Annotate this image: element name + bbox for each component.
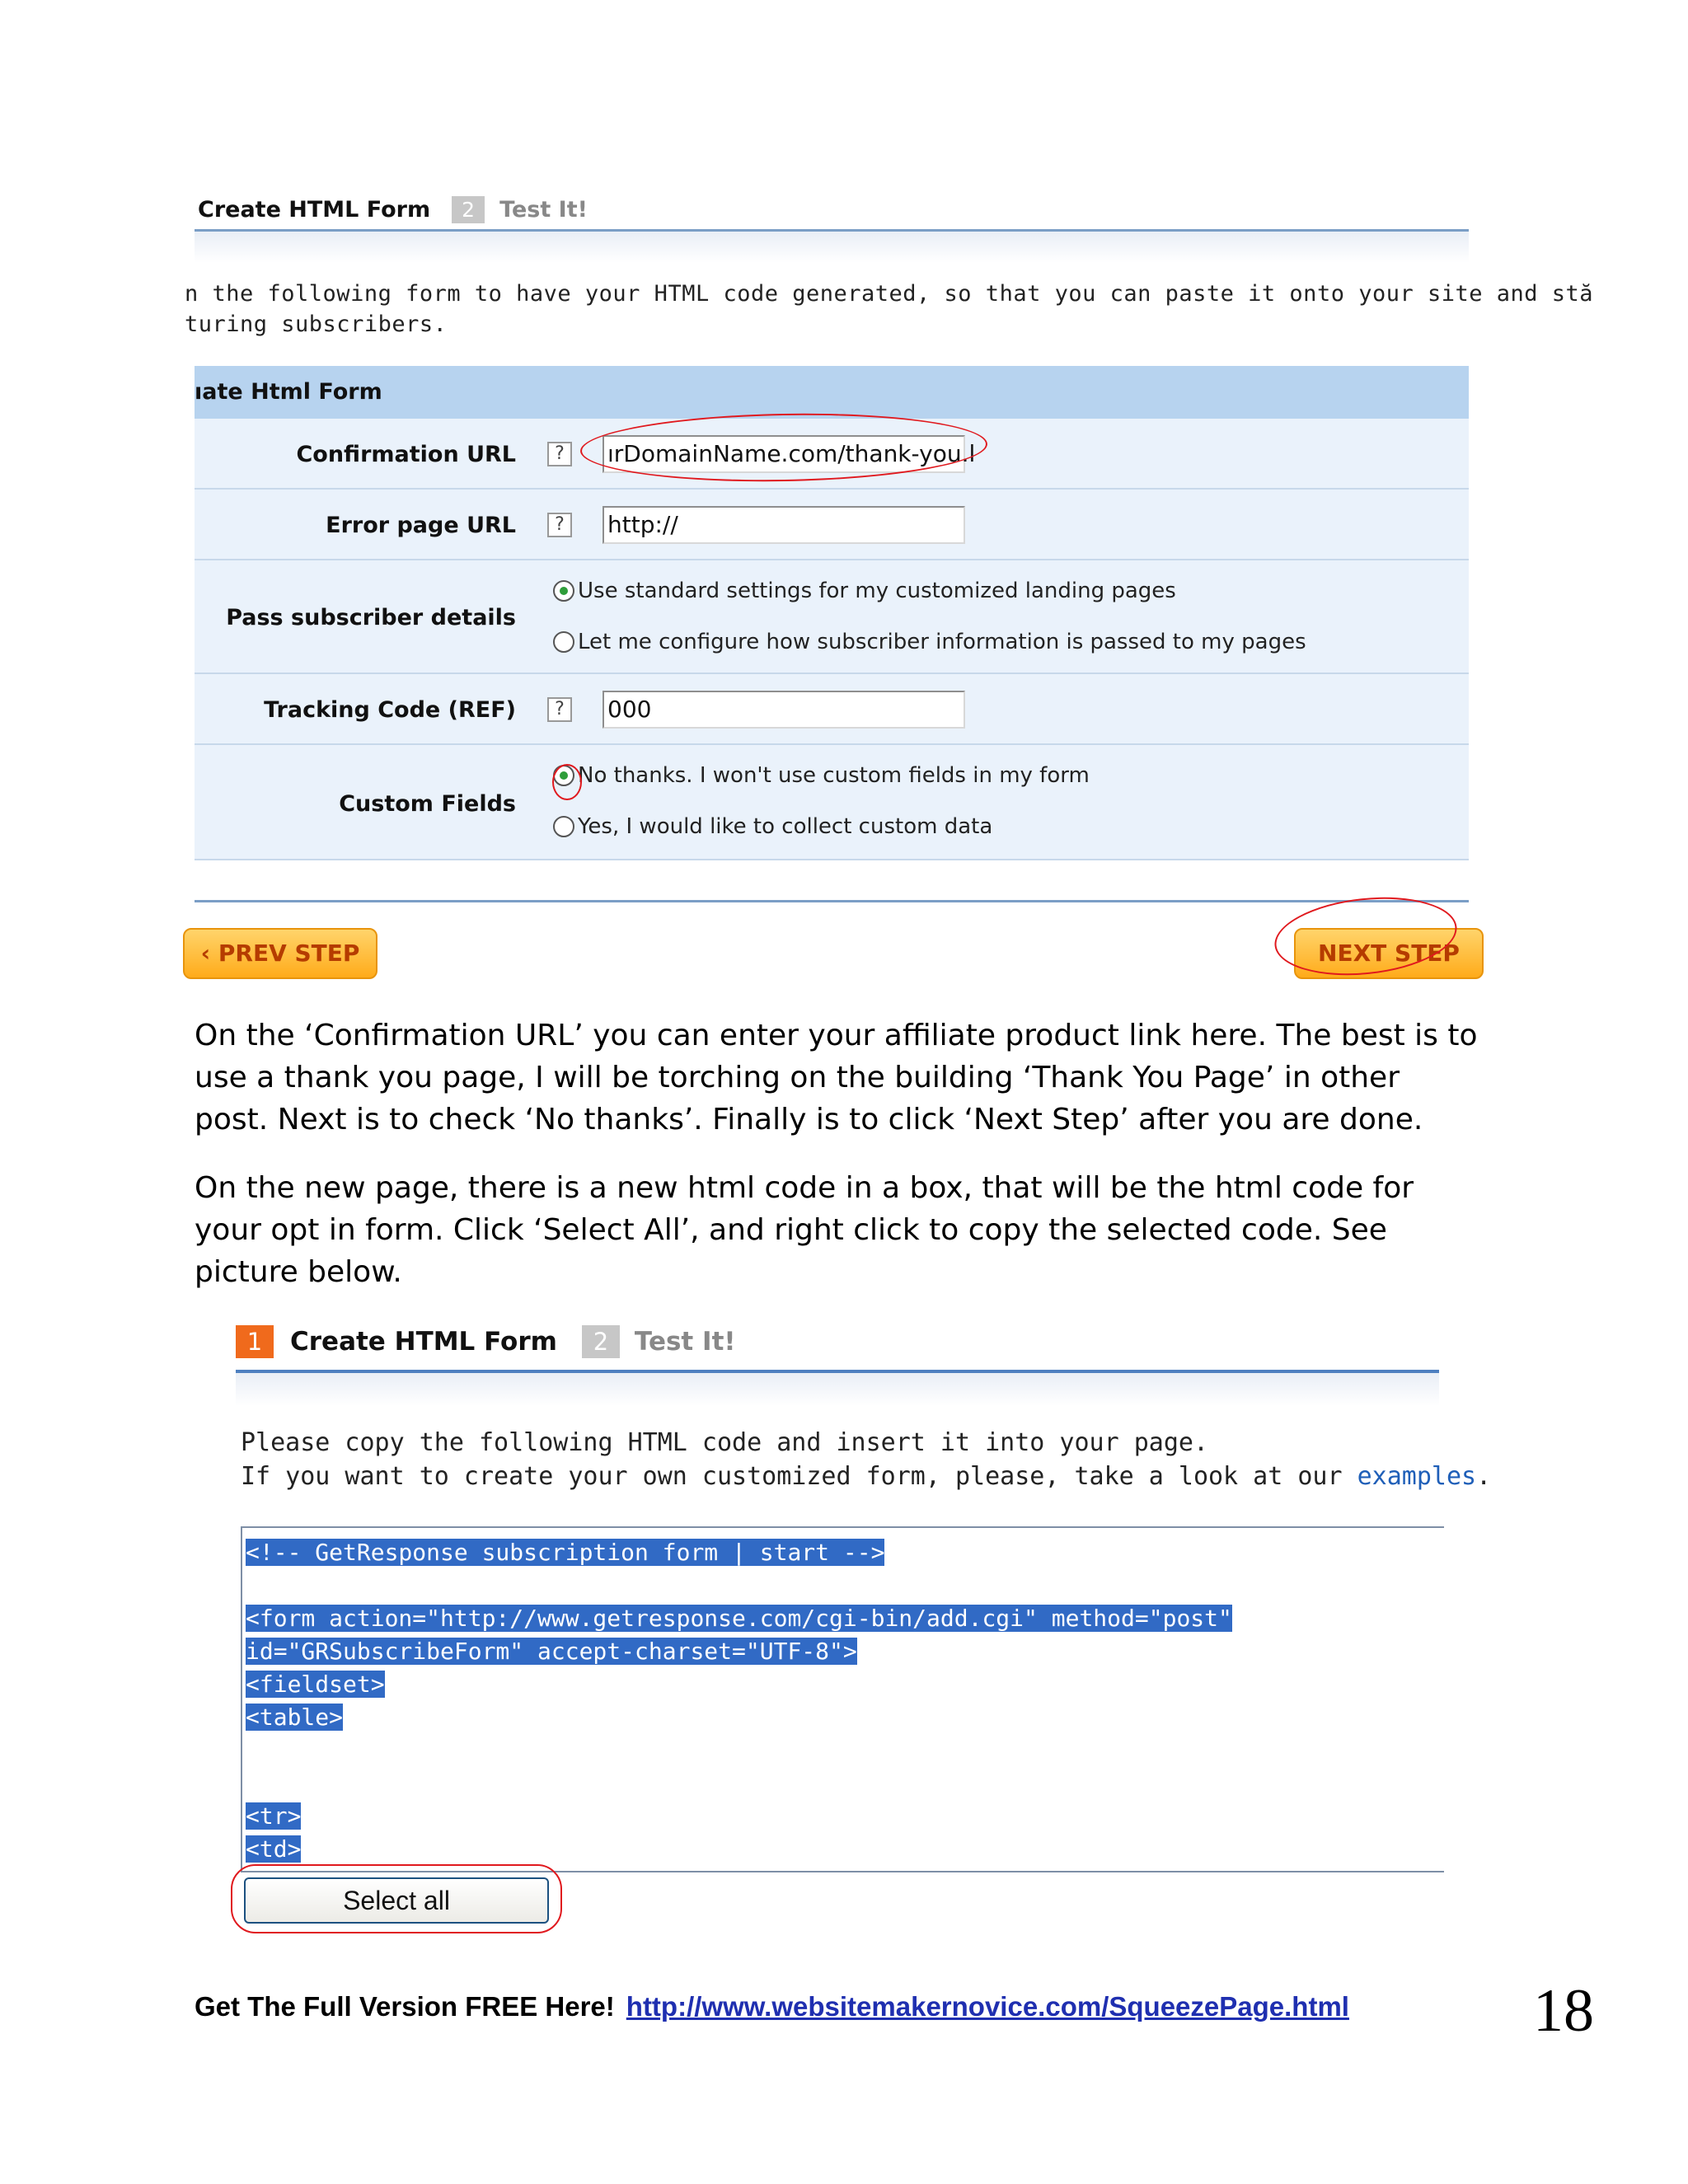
- code-text: <form action="http://www.getresponse.com/cgi-bin/add.cgi" method="post": [246, 1605, 1232, 1632]
- custom-fields-row: [195, 745, 1469, 860]
- confirmation-url-input[interactable]: ırDomainName.com/thank-you.l: [603, 435, 965, 473]
- code-line: [246, 1833, 1444, 1866]
- error-page-url-input[interactable]: http://: [603, 506, 965, 544]
- footer-text: Get The Full Version FREE Here!: [195, 1991, 615, 2022]
- help-icon[interactable]: ?: [547, 513, 572, 537]
- pass-subscriber-details-label: Pass subscriber details: [226, 605, 516, 630]
- radio-option-label: Let me configure how subscriber information is passed to my pages: [578, 630, 1306, 654]
- code-text: <fieldset>: [246, 1671, 385, 1698]
- header-fade: [195, 232, 1469, 263]
- step-create-html-form[interactable]: Create HTML Form: [290, 1327, 557, 1357]
- step-number-badge: 2: [582, 1325, 620, 1358]
- intro-line: n the following form to have your HTML code generated, so that you can paste it onto your site and stă: [185, 281, 1594, 307]
- code-text: <tr>: [246, 1802, 302, 1830]
- code-line: [246, 1701, 1444, 1734]
- create-html-form-screenshot: [185, 183, 1594, 991]
- code-text: id="GRSubscribeForm" accept-charset="UTF-8">: [246, 1638, 857, 1665]
- code-text: <table>: [246, 1704, 344, 1731]
- next-step-button[interactable]: NEXT STEP: [1294, 928, 1484, 979]
- radio-button-selected[interactable]: [553, 765, 574, 786]
- radio-option-no-thanks[interactable]: [553, 763, 1090, 788]
- confirmation-url-label: Confirmation URL: [296, 442, 516, 467]
- pass-subscriber-details-row: [195, 560, 1469, 674]
- tracking-code-row: [195, 674, 1469, 745]
- header-fade: [236, 1373, 1439, 1406]
- code-line: [246, 1536, 1444, 1569]
- instruction-text: If you want to create your own customized form, please, take a look at our: [241, 1462, 1357, 1491]
- select-all-button[interactable]: Select all: [244, 1877, 549, 1924]
- instruction-line: Please copy the following HTML code and insert it into your page.: [241, 1428, 1208, 1457]
- examples-link[interactable]: examples: [1357, 1462, 1477, 1491]
- prev-step-button[interactable]: ‹ PREV STEP: [183, 928, 377, 979]
- code-line: [246, 1668, 1444, 1701]
- wizard-steps: [195, 193, 588, 226]
- radio-option-label: Use standard settings for my customized landing pages: [578, 579, 1176, 603]
- html-code-textarea[interactable]: [241, 1526, 1444, 1872]
- radio-option-configure-passing[interactable]: [553, 630, 1306, 654]
- step-create-html-form[interactable]: Create HTML Form: [198, 196, 431, 223]
- instruction-paragraph-1: On the ‘Confirmation URL’ you can enter your affiliate product link here. The best is to use a thank you page, I will be torching on the building ‘Thank You Page’ in other post. Next is to check ‘No thanks’. Finally is to click ‘Next Step’ after you are done.: [195, 1019, 1478, 1137]
- radio-button-selected[interactable]: [553, 580, 574, 602]
- instruction-paragraph-2: On the new page, there is a new html code in a box, that will be the html code for your opt in form. Click ‘Select All’, and right click to copy the selected code. See picture below.: [195, 1171, 1414, 1289]
- code-text: <td>: [246, 1835, 302, 1863]
- code-line: [246, 1569, 1444, 1602]
- radio-option-label: Yes, I would like to collect custom data: [578, 814, 993, 839]
- step-test-it[interactable]: Test It!: [634, 1327, 736, 1357]
- step-number-badge-active: 1: [236, 1325, 274, 1358]
- radio-option-collect-custom-data[interactable]: [553, 814, 992, 839]
- code-line: [246, 1602, 1444, 1635]
- help-icon[interactable]: ?: [547, 442, 572, 466]
- instruction-text: .: [1476, 1462, 1492, 1491]
- step-test-it[interactable]: Test It!: [499, 196, 588, 223]
- radio-button[interactable]: [553, 631, 574, 653]
- page-number: 18: [1533, 1977, 1594, 2045]
- page-footer: [195, 1989, 1349, 2025]
- wizard-steps: [236, 1324, 736, 1360]
- copy-code-instructions: [241, 1426, 1491, 1493]
- code-line: [246, 1635, 1444, 1668]
- error-page-url-label: Error page URL: [326, 513, 516, 538]
- error-page-url-row: [195, 490, 1469, 560]
- instruction-line: [241, 1460, 1491, 1493]
- html-code-screenshot: [236, 1324, 1492, 1933]
- help-icon[interactable]: ?: [547, 697, 572, 722]
- code-line: [246, 1734, 1444, 1767]
- form-bottom-divider: [195, 900, 1469, 902]
- custom-fields-label: Custom Fields: [339, 791, 516, 817]
- footer-link[interactable]: http://www.websitemakernovice.com/SqueezePage.html: [626, 1991, 1349, 2022]
- radio-button[interactable]: [553, 816, 574, 837]
- intro-line: turing subscribers.: [185, 312, 448, 337]
- radio-option-standard-settings[interactable]: [553, 579, 1176, 603]
- code-line: [246, 1767, 1444, 1800]
- radio-option-label: No thanks. I won't use custom fields in my form: [578, 763, 1090, 788]
- tracking-code-label: Tracking Code (REF): [264, 697, 516, 723]
- step-number-badge: 2: [452, 196, 485, 223]
- code-text: <!-- GetResponse subscription form | start -->: [246, 1539, 885, 1566]
- form-intro-text: [185, 279, 1593, 340]
- tracking-code-input[interactable]: 000: [603, 691, 965, 729]
- code-line: [246, 1800, 1444, 1833]
- form-title-bar: ıate Html Form: [195, 366, 1469, 419]
- confirmation-url-row: [195, 419, 1469, 490]
